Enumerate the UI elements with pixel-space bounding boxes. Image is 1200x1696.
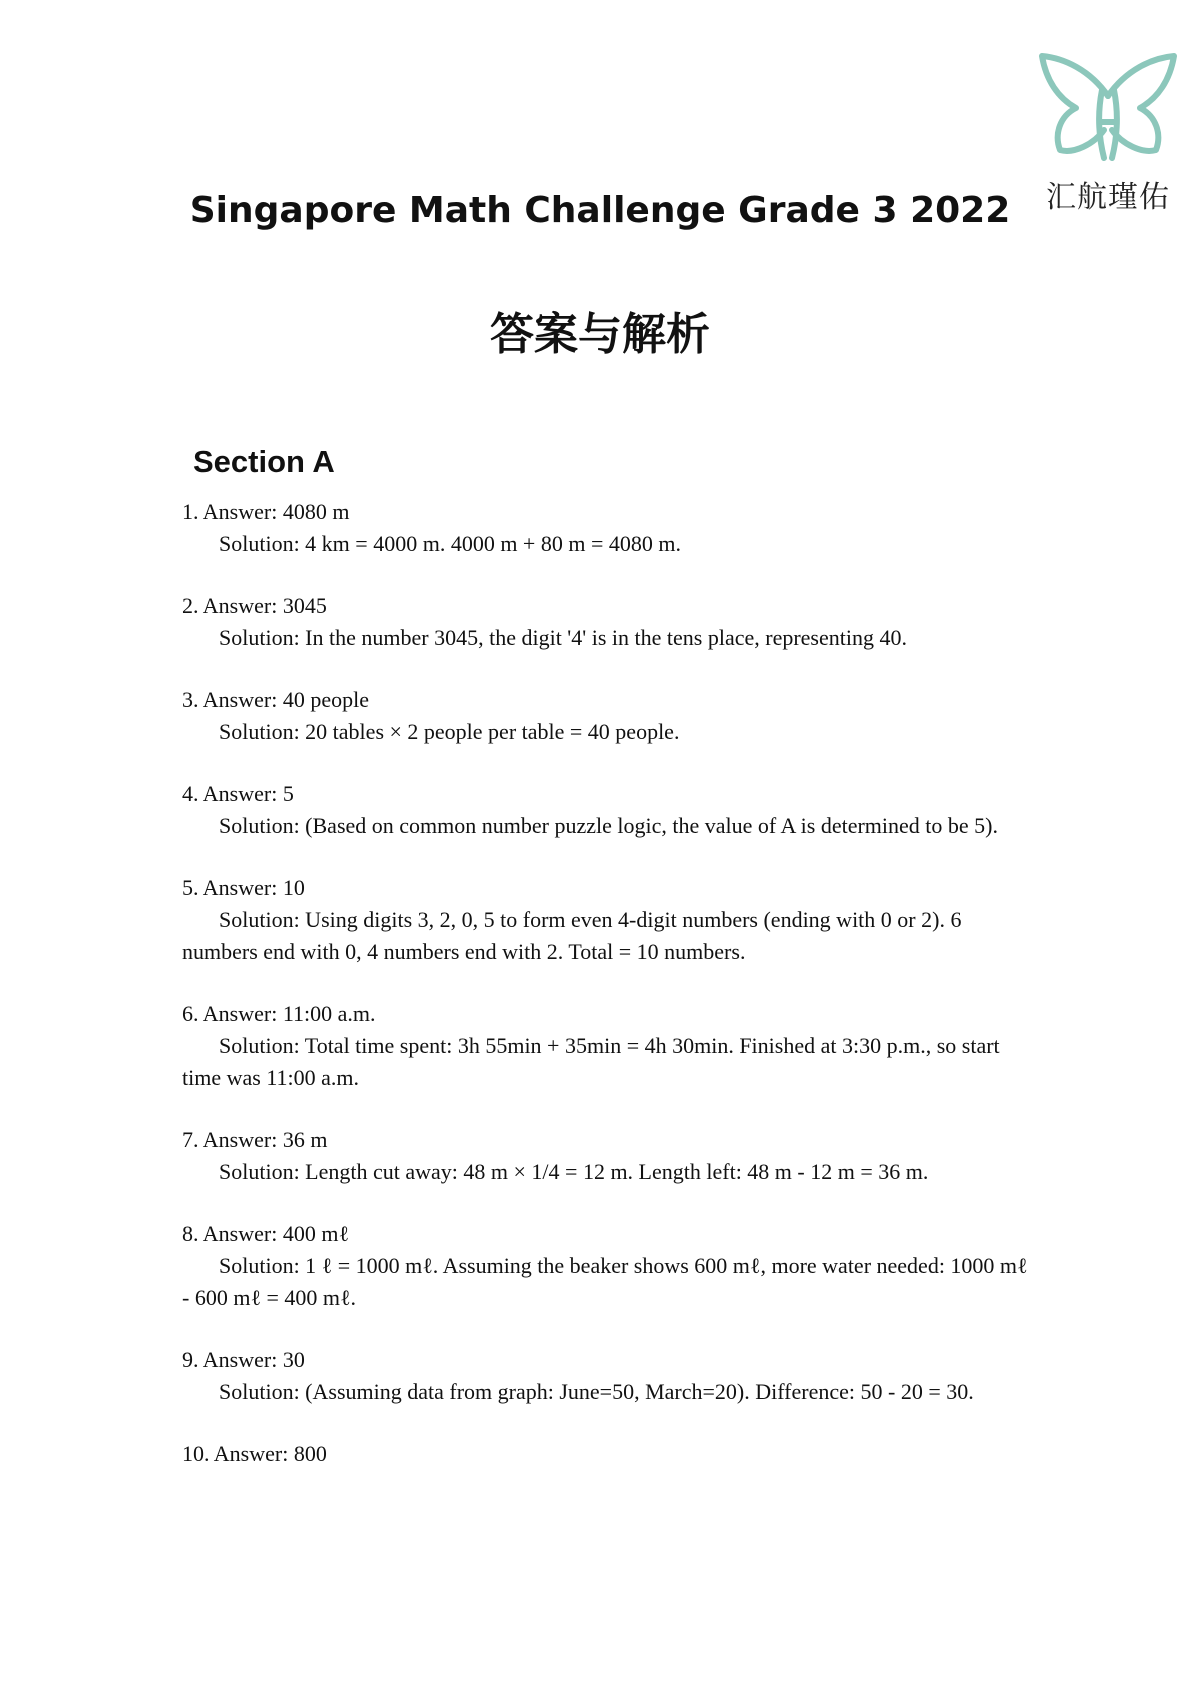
answer-item-6 [182,998,1032,1094]
solution-text: Solution: Using digits 3, 2, 0, 5 to form even 4-digit numbers (ending with 0 or 2). 6 numbers end with 0, 4 numbers end with 2. Total = 10 numbers. [182,907,962,964]
answer-item-3 [182,684,1032,748]
answer-text: 5. Answer: 10 [182,875,305,900]
section-heading: Section A [193,444,335,479]
page-subtitle: 答案与解析 [490,309,710,360]
page-title: Singapore Math Challenge Grade 3 2022 [189,190,1011,231]
answer-item-9 [182,1344,1032,1408]
answer-text: 4. Answer: 5 [182,781,294,806]
solution-text: Solution: 4 km = 4000 m. 4000 m + 80 m = 4080 m. [219,531,681,556]
solution-text: Solution: (Based on common number puzzle logic, the value of A is determined to be 5). [219,813,999,838]
solution-text: Solution: (Assuming data from graph: June=50, March=20). Difference: 50 - 20 = 30. [219,1379,974,1404]
answer-item-2 [182,590,1032,654]
answer-item-7 [182,1124,1032,1188]
answer-text: 2. Answer: 3045 [182,593,327,618]
answer-text: 8. Answer: 400 mℓ [182,1221,349,1246]
answer-text: 6. Answer: 11:00 a.m. [182,1001,376,1026]
butterfly-logo-icon [1038,50,1178,168]
solution-text: Solution: In the number 3045, the digit '4' is in the tens place, representing 40. [219,625,907,650]
answer-item-5 [182,872,1032,968]
answer-list [182,496,1032,1500]
solution-text: Solution: Total time spent: 3h 55min + 35min = 4h 30min. Finished at 3:30 p.m., so start time was 11:00 a.m. [182,1033,1000,1090]
answer-text: 7. Answer: 36 m [182,1127,328,1152]
answer-text: 10. Answer: 800 [182,1441,327,1466]
solution-text: Solution: 1 ℓ = 1000 mℓ. Assuming the beaker shows 600 mℓ, more water needed: 1000 mℓ - 600 mℓ = 400 mℓ. [182,1253,1028,1310]
logo-text: 汇航瑾佑 [1046,180,1170,215]
solution-text: Solution: 20 tables × 2 people per table = 40 people. [219,719,680,744]
answer-item-10 [182,1438,1032,1470]
answer-text: 1. Answer: 4080 m [182,499,350,524]
answer-text: 9. Answer: 30 [182,1347,305,1372]
answer-item-8 [182,1218,1032,1314]
answer-item-4 [182,778,1032,842]
answer-text: 3. Answer: 40 people [182,687,369,712]
solution-text: Solution: Length cut away: 48 m × 1/4 = 12 m. Length left: 48 m - 12 m = 36 m. [219,1159,929,1184]
answer-item-1 [182,496,1032,560]
